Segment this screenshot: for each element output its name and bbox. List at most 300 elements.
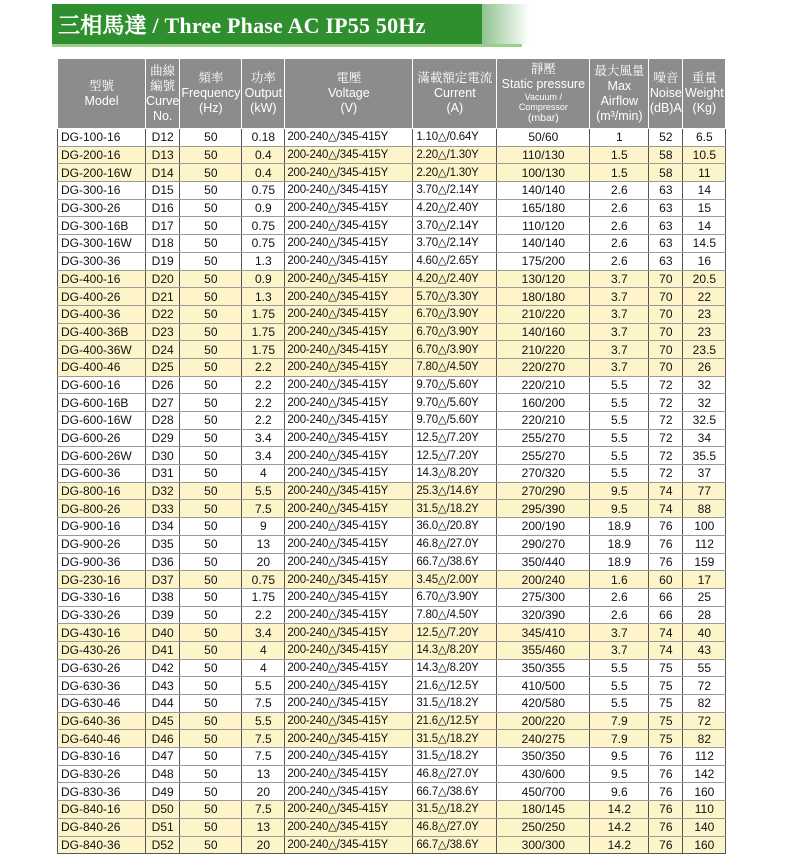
cell-noise: 74 bbox=[649, 641, 683, 659]
cell-current: 21.6△/12.5Y bbox=[413, 712, 497, 730]
cell-current: 36.0△/20.8Y bbox=[413, 518, 497, 536]
cell-voltage: 200-240△/345-415Y bbox=[285, 801, 413, 819]
cell-airflow: 3.7 bbox=[590, 288, 649, 306]
cell-pressure: 410/500 bbox=[497, 677, 590, 695]
cell-pressure: 165/180 bbox=[497, 199, 590, 217]
cell-model: DG-200-16 bbox=[58, 146, 146, 164]
cell-weight: 10.5 bbox=[683, 146, 726, 164]
cell-pressure: 290/270 bbox=[497, 535, 590, 553]
cell-output: 5.5 bbox=[242, 712, 285, 730]
cell-airflow: 2.6 bbox=[590, 217, 649, 235]
cell-output: 0.18 bbox=[242, 129, 285, 147]
cell-frequency: 50 bbox=[180, 695, 242, 713]
cell-current: 2.20△/1.30Y bbox=[413, 146, 497, 164]
cell-output: 20 bbox=[242, 783, 285, 801]
table-row bbox=[58, 818, 726, 836]
cell-model: DG-840-26 bbox=[58, 818, 146, 836]
cell-frequency: 50 bbox=[180, 217, 242, 235]
cell-output: 3.4 bbox=[242, 624, 285, 642]
cell-curve: D31 bbox=[146, 465, 180, 483]
cell-voltage: 200-240△/345-415Y bbox=[285, 376, 413, 394]
cell-model: DG-600-26W bbox=[58, 447, 146, 465]
cell-model: DG-230-16 bbox=[58, 571, 146, 589]
table-row bbox=[58, 748, 726, 766]
cell-pressure: 295/390 bbox=[497, 500, 590, 518]
cell-frequency: 50 bbox=[180, 146, 242, 164]
cell-airflow: 5.5 bbox=[590, 465, 649, 483]
cell-output: 3.4 bbox=[242, 429, 285, 447]
cell-pressure: 130/120 bbox=[497, 270, 590, 288]
cell-weight: 160 bbox=[683, 836, 726, 854]
cell-frequency: 50 bbox=[180, 659, 242, 677]
cell-voltage: 200-240△/345-415Y bbox=[285, 482, 413, 500]
cell-voltage: 200-240△/345-415Y bbox=[285, 518, 413, 536]
cell-frequency: 50 bbox=[180, 182, 242, 200]
cell-output: 2.2 bbox=[242, 376, 285, 394]
cell-current: 31.5△/18.2Y bbox=[413, 695, 497, 713]
cell-airflow: 2.6 bbox=[590, 606, 649, 624]
header-model: 型號 Model bbox=[58, 59, 146, 129]
cell-noise: 76 bbox=[649, 518, 683, 536]
cell-noise: 70 bbox=[649, 270, 683, 288]
cell-noise: 72 bbox=[649, 394, 683, 412]
cell-frequency: 50 bbox=[180, 748, 242, 766]
cell-curve: D24 bbox=[146, 341, 180, 359]
cell-weight: 25 bbox=[683, 588, 726, 606]
cell-curve: D18 bbox=[146, 235, 180, 253]
cell-weight: 15 bbox=[683, 199, 726, 217]
cell-current: 2.20△/1.30Y bbox=[413, 164, 497, 182]
cell-current: 14.3△/8.20Y bbox=[413, 659, 497, 677]
cell-weight: 37 bbox=[683, 465, 726, 483]
table-row bbox=[58, 659, 726, 677]
cell-airflow: 14.2 bbox=[590, 836, 649, 854]
cell-weight: 32.5 bbox=[683, 412, 726, 430]
cell-curve: D40 bbox=[146, 624, 180, 642]
cell-curve: D23 bbox=[146, 323, 180, 341]
cell-output: 1.3 bbox=[242, 252, 285, 270]
cell-curve: D32 bbox=[146, 482, 180, 500]
header-weight: 重量 Weight (Kg) bbox=[683, 59, 726, 129]
cell-output: 1.75 bbox=[242, 305, 285, 323]
cell-airflow: 18.9 bbox=[590, 518, 649, 536]
cell-noise: 63 bbox=[649, 217, 683, 235]
cell-current: 66.7△/38.6Y bbox=[413, 836, 497, 854]
cell-airflow: 5.5 bbox=[590, 659, 649, 677]
cell-voltage: 200-240△/345-415Y bbox=[285, 748, 413, 766]
cell-output: 13 bbox=[242, 765, 285, 783]
cell-noise: 70 bbox=[649, 305, 683, 323]
table-row bbox=[58, 447, 726, 465]
cell-output: 1.3 bbox=[242, 288, 285, 306]
cell-noise: 72 bbox=[649, 412, 683, 430]
cell-output: 7.5 bbox=[242, 730, 285, 748]
cell-current: 4.20△/2.40Y bbox=[413, 270, 497, 288]
cell-noise: 72 bbox=[649, 376, 683, 394]
cell-output: 13 bbox=[242, 535, 285, 553]
cell-noise: 76 bbox=[649, 748, 683, 766]
cell-frequency: 50 bbox=[180, 394, 242, 412]
cell-pressure: 100/130 bbox=[497, 164, 590, 182]
cell-model: DG-600-16B bbox=[58, 394, 146, 412]
cell-pressure: 300/300 bbox=[497, 836, 590, 854]
table-row bbox=[58, 146, 726, 164]
spec-table-body bbox=[58, 129, 726, 854]
cell-pressure: 210/220 bbox=[497, 305, 590, 323]
cell-current: 3.70△/2.14Y bbox=[413, 182, 497, 200]
cell-airflow: 2.6 bbox=[590, 252, 649, 270]
cell-curve: D15 bbox=[146, 182, 180, 200]
cell-airflow: 3.7 bbox=[590, 341, 649, 359]
table-row bbox=[58, 553, 726, 571]
cell-model: DG-300-36 bbox=[58, 252, 146, 270]
cell-output: 2.2 bbox=[242, 358, 285, 376]
cell-curve: D34 bbox=[146, 518, 180, 536]
cell-curve: D41 bbox=[146, 641, 180, 659]
cell-noise: 60 bbox=[649, 571, 683, 589]
cell-noise: 63 bbox=[649, 235, 683, 253]
cell-output: 4 bbox=[242, 465, 285, 483]
cell-curve: D37 bbox=[146, 571, 180, 589]
cell-current: 4.60△/2.65Y bbox=[413, 252, 497, 270]
cell-noise: 72 bbox=[649, 465, 683, 483]
cell-voltage: 200-240△/345-415Y bbox=[285, 836, 413, 854]
table-row bbox=[58, 252, 726, 270]
cell-frequency: 50 bbox=[180, 783, 242, 801]
table-row bbox=[58, 412, 726, 430]
cell-voltage: 200-240△/345-415Y bbox=[285, 765, 413, 783]
cell-model: DG-400-46 bbox=[58, 358, 146, 376]
table-row bbox=[58, 394, 726, 412]
cell-frequency: 50 bbox=[180, 358, 242, 376]
table-row bbox=[58, 270, 726, 288]
cell-airflow: 3.7 bbox=[590, 323, 649, 341]
cell-current: 6.70△/3.90Y bbox=[413, 323, 497, 341]
cell-pressure: 140/160 bbox=[497, 323, 590, 341]
table-row bbox=[58, 500, 726, 518]
cell-noise: 70 bbox=[649, 288, 683, 306]
cell-voltage: 200-240△/345-415Y bbox=[285, 588, 413, 606]
cell-frequency: 50 bbox=[180, 836, 242, 854]
cell-weight: 32 bbox=[683, 394, 726, 412]
cell-airflow: 1.5 bbox=[590, 164, 649, 182]
cell-voltage: 200-240△/345-415Y bbox=[285, 217, 413, 235]
cell-airflow: 3.7 bbox=[590, 641, 649, 659]
cell-current: 31.5△/18.2Y bbox=[413, 748, 497, 766]
spec-table-header bbox=[58, 59, 726, 129]
cell-output: 0.75 bbox=[242, 182, 285, 200]
table-row bbox=[58, 235, 726, 253]
cell-pressure: 140/140 bbox=[497, 182, 590, 200]
cell-pressure: 200/220 bbox=[497, 712, 590, 730]
table-row bbox=[58, 341, 726, 359]
cell-frequency: 50 bbox=[180, 588, 242, 606]
cell-curve: D46 bbox=[146, 730, 180, 748]
cell-frequency: 50 bbox=[180, 341, 242, 359]
cell-output: 1.75 bbox=[242, 341, 285, 359]
cell-weight: 72 bbox=[683, 712, 726, 730]
cell-output: 20 bbox=[242, 836, 285, 854]
cell-voltage: 200-240△/345-415Y bbox=[285, 429, 413, 447]
cell-weight: 11 bbox=[683, 164, 726, 182]
header-current: 滿載額定電流 Current (A) bbox=[413, 59, 497, 129]
cell-pressure: 110/120 bbox=[497, 217, 590, 235]
cell-model: DG-100-16 bbox=[58, 129, 146, 147]
table-row bbox=[58, 624, 726, 642]
cell-frequency: 50 bbox=[180, 730, 242, 748]
table-row bbox=[58, 571, 726, 589]
cell-current: 66.7△/38.6Y bbox=[413, 783, 497, 801]
cell-pressure: 355/460 bbox=[497, 641, 590, 659]
cell-output: 7.5 bbox=[242, 748, 285, 766]
cell-weight: 16 bbox=[683, 252, 726, 270]
cell-noise: 63 bbox=[649, 182, 683, 200]
cell-current: 12.5△/7.20Y bbox=[413, 624, 497, 642]
cell-current: 6.70△/3.90Y bbox=[413, 305, 497, 323]
cell-frequency: 50 bbox=[180, 164, 242, 182]
cell-weight: 35.5 bbox=[683, 447, 726, 465]
table-row bbox=[58, 836, 726, 854]
cell-voltage: 200-240△/345-415Y bbox=[285, 146, 413, 164]
cell-voltage: 200-240△/345-415Y bbox=[285, 305, 413, 323]
cell-frequency: 50 bbox=[180, 606, 242, 624]
cell-weight: 34 bbox=[683, 429, 726, 447]
cell-airflow: 5.5 bbox=[590, 429, 649, 447]
cell-noise: 76 bbox=[649, 535, 683, 553]
header-output: 功率 Output (kW) bbox=[242, 59, 285, 129]
cell-current: 31.5△/18.2Y bbox=[413, 500, 497, 518]
cell-model: DG-600-16W bbox=[58, 412, 146, 430]
table-row bbox=[58, 323, 726, 341]
cell-airflow: 3.7 bbox=[590, 270, 649, 288]
table-row bbox=[58, 164, 726, 182]
cell-frequency: 50 bbox=[180, 199, 242, 217]
cell-weight: 100 bbox=[683, 518, 726, 536]
cell-frequency: 50 bbox=[180, 535, 242, 553]
cell-voltage: 200-240△/345-415Y bbox=[285, 659, 413, 677]
cell-frequency: 50 bbox=[180, 235, 242, 253]
cell-noise: 66 bbox=[649, 606, 683, 624]
cell-model: DG-330-16 bbox=[58, 588, 146, 606]
cell-noise: 75 bbox=[649, 730, 683, 748]
cell-noise: 66 bbox=[649, 588, 683, 606]
cell-output: 20 bbox=[242, 553, 285, 571]
cell-airflow: 14.2 bbox=[590, 818, 649, 836]
cell-weight: 40 bbox=[683, 624, 726, 642]
cell-pressure: 220/270 bbox=[497, 358, 590, 376]
cell-weight: 82 bbox=[683, 730, 726, 748]
cell-output: 13 bbox=[242, 818, 285, 836]
cell-model: DG-330-26 bbox=[58, 606, 146, 624]
cell-pressure: 430/600 bbox=[497, 765, 590, 783]
cell-curve: D44 bbox=[146, 695, 180, 713]
table-row bbox=[58, 783, 726, 801]
cell-weight: 26 bbox=[683, 358, 726, 376]
cell-noise: 74 bbox=[649, 500, 683, 518]
page-title: 三相馬達 / Three Phase AC IP55 50Hz bbox=[58, 13, 426, 38]
cell-frequency: 50 bbox=[180, 641, 242, 659]
cell-pressure: 210/220 bbox=[497, 341, 590, 359]
cell-curve: D45 bbox=[146, 712, 180, 730]
cell-curve: D39 bbox=[146, 606, 180, 624]
cell-pressure: 180/180 bbox=[497, 288, 590, 306]
cell-current: 3.45△/2.00Y bbox=[413, 571, 497, 589]
cell-voltage: 200-240△/345-415Y bbox=[285, 606, 413, 624]
cell-pressure: 180/145 bbox=[497, 801, 590, 819]
cell-output: 2.2 bbox=[242, 394, 285, 412]
cell-noise: 63 bbox=[649, 199, 683, 217]
cell-output: 0.4 bbox=[242, 146, 285, 164]
cell-voltage: 200-240△/345-415Y bbox=[285, 129, 413, 147]
cell-airflow: 5.5 bbox=[590, 695, 649, 713]
cell-output: 2.2 bbox=[242, 606, 285, 624]
cell-current: 31.5△/18.2Y bbox=[413, 801, 497, 819]
cell-pressure: 140/140 bbox=[497, 235, 590, 253]
cell-frequency: 50 bbox=[180, 412, 242, 430]
cell-voltage: 200-240△/345-415Y bbox=[285, 500, 413, 518]
cell-voltage: 200-240△/345-415Y bbox=[285, 695, 413, 713]
cell-weight: 88 bbox=[683, 500, 726, 518]
cell-weight: 14 bbox=[683, 182, 726, 200]
table-row bbox=[58, 588, 726, 606]
cell-pressure: 320/390 bbox=[497, 606, 590, 624]
cell-airflow: 18.9 bbox=[590, 553, 649, 571]
cell-weight: 159 bbox=[683, 553, 726, 571]
cell-noise: 76 bbox=[649, 836, 683, 854]
cell-frequency: 50 bbox=[180, 376, 242, 394]
cell-airflow: 5.5 bbox=[590, 412, 649, 430]
cell-curve: D27 bbox=[146, 394, 180, 412]
cell-noise: 70 bbox=[649, 341, 683, 359]
cell-current: 25.3△/14.6Y bbox=[413, 482, 497, 500]
cell-voltage: 200-240△/345-415Y bbox=[285, 535, 413, 553]
cell-voltage: 200-240△/345-415Y bbox=[285, 818, 413, 836]
cell-frequency: 50 bbox=[180, 305, 242, 323]
cell-weight: 112 bbox=[683, 535, 726, 553]
cell-pressure: 175/200 bbox=[497, 252, 590, 270]
cell-noise: 72 bbox=[649, 447, 683, 465]
cell-output: 2.2 bbox=[242, 412, 285, 430]
table-row bbox=[58, 482, 726, 500]
cell-frequency: 50 bbox=[180, 129, 242, 147]
cell-noise: 76 bbox=[649, 818, 683, 836]
cell-frequency: 50 bbox=[180, 465, 242, 483]
cell-weight: 32 bbox=[683, 376, 726, 394]
cell-airflow: 1 bbox=[590, 129, 649, 147]
cell-noise: 75 bbox=[649, 677, 683, 695]
cell-frequency: 50 bbox=[180, 712, 242, 730]
table-row bbox=[58, 518, 726, 536]
cell-model: DG-840-36 bbox=[58, 836, 146, 854]
cell-pressure: 250/250 bbox=[497, 818, 590, 836]
cell-model: DG-200-16W bbox=[58, 164, 146, 182]
cell-output: 0.4 bbox=[242, 164, 285, 182]
cell-voltage: 200-240△/345-415Y bbox=[285, 358, 413, 376]
cell-output: 0.75 bbox=[242, 571, 285, 589]
cell-noise: 70 bbox=[649, 323, 683, 341]
header-curve: 曲線 編號 Curve No. bbox=[146, 59, 180, 129]
cell-output: 7.5 bbox=[242, 801, 285, 819]
cell-curve: D25 bbox=[146, 358, 180, 376]
cell-airflow: 9.5 bbox=[590, 765, 649, 783]
cell-current: 7.80△/4.50Y bbox=[413, 358, 497, 376]
cell-voltage: 200-240△/345-415Y bbox=[285, 252, 413, 270]
cell-current: 5.70△/3.30Y bbox=[413, 288, 497, 306]
cell-airflow: 5.5 bbox=[590, 677, 649, 695]
cell-noise: 63 bbox=[649, 252, 683, 270]
cell-pressure: 160/200 bbox=[497, 394, 590, 412]
title-banner bbox=[52, 4, 482, 44]
cell-frequency: 50 bbox=[180, 482, 242, 500]
table-row bbox=[58, 765, 726, 783]
cell-airflow: 2.6 bbox=[590, 588, 649, 606]
table-row bbox=[58, 535, 726, 553]
cell-model: DG-800-16 bbox=[58, 482, 146, 500]
cell-output: 1.75 bbox=[242, 588, 285, 606]
cell-model: DG-430-26 bbox=[58, 641, 146, 659]
cell-curve: D38 bbox=[146, 588, 180, 606]
title-banner-fade bbox=[440, 4, 530, 44]
cell-voltage: 200-240△/345-415Y bbox=[285, 323, 413, 341]
cell-noise: 70 bbox=[649, 358, 683, 376]
cell-model: DG-830-26 bbox=[58, 765, 146, 783]
cell-frequency: 50 bbox=[180, 765, 242, 783]
cell-voltage: 200-240△/345-415Y bbox=[285, 164, 413, 182]
cell-model: DG-640-46 bbox=[58, 730, 146, 748]
cell-curve: D30 bbox=[146, 447, 180, 465]
cell-weight: 77 bbox=[683, 482, 726, 500]
cell-model: DG-300-16 bbox=[58, 182, 146, 200]
cell-voltage: 200-240△/345-415Y bbox=[285, 624, 413, 642]
header-frequency: 頻率 Frequency (Hz) bbox=[180, 59, 242, 129]
cell-weight: 6.5 bbox=[683, 129, 726, 147]
cell-weight: 112 bbox=[683, 748, 726, 766]
header-voltage: 電壓 Voltage (V) bbox=[285, 59, 413, 129]
cell-current: 14.3△/8.20Y bbox=[413, 641, 497, 659]
header-noise: 噪音 Noise (dB)A bbox=[649, 59, 683, 129]
cell-voltage: 200-240△/345-415Y bbox=[285, 677, 413, 695]
cell-voltage: 200-240△/345-415Y bbox=[285, 571, 413, 589]
cell-noise: 52 bbox=[649, 129, 683, 147]
cell-current: 46.8△/27.0Y bbox=[413, 765, 497, 783]
table-row bbox=[58, 429, 726, 447]
header-airflow: 最大風量 Max Airflow (m³/min) bbox=[590, 59, 649, 129]
cell-curve: D42 bbox=[146, 659, 180, 677]
cell-pressure: 270/290 bbox=[497, 482, 590, 500]
cell-weight: 20.5 bbox=[683, 270, 726, 288]
cell-frequency: 50 bbox=[180, 288, 242, 306]
table-row bbox=[58, 305, 726, 323]
cell-voltage: 200-240△/345-415Y bbox=[285, 712, 413, 730]
cell-model: DG-400-36B bbox=[58, 323, 146, 341]
cell-noise: 75 bbox=[649, 712, 683, 730]
cell-current: 9.70△/5.60Y bbox=[413, 376, 497, 394]
cell-airflow: 2.6 bbox=[590, 182, 649, 200]
table-row bbox=[58, 376, 726, 394]
cell-voltage: 200-240△/345-415Y bbox=[285, 465, 413, 483]
cell-current: 3.70△/2.14Y bbox=[413, 217, 497, 235]
cell-voltage: 200-240△/345-415Y bbox=[285, 341, 413, 359]
cell-output: 0.9 bbox=[242, 199, 285, 217]
cell-frequency: 50 bbox=[180, 518, 242, 536]
table-row bbox=[58, 730, 726, 748]
table-row bbox=[58, 801, 726, 819]
cell-model: DG-300-16W bbox=[58, 235, 146, 253]
cell-airflow: 1.5 bbox=[590, 146, 649, 164]
cell-pressure: 350/355 bbox=[497, 659, 590, 677]
cell-curve: D26 bbox=[146, 376, 180, 394]
cell-airflow: 1.6 bbox=[590, 571, 649, 589]
